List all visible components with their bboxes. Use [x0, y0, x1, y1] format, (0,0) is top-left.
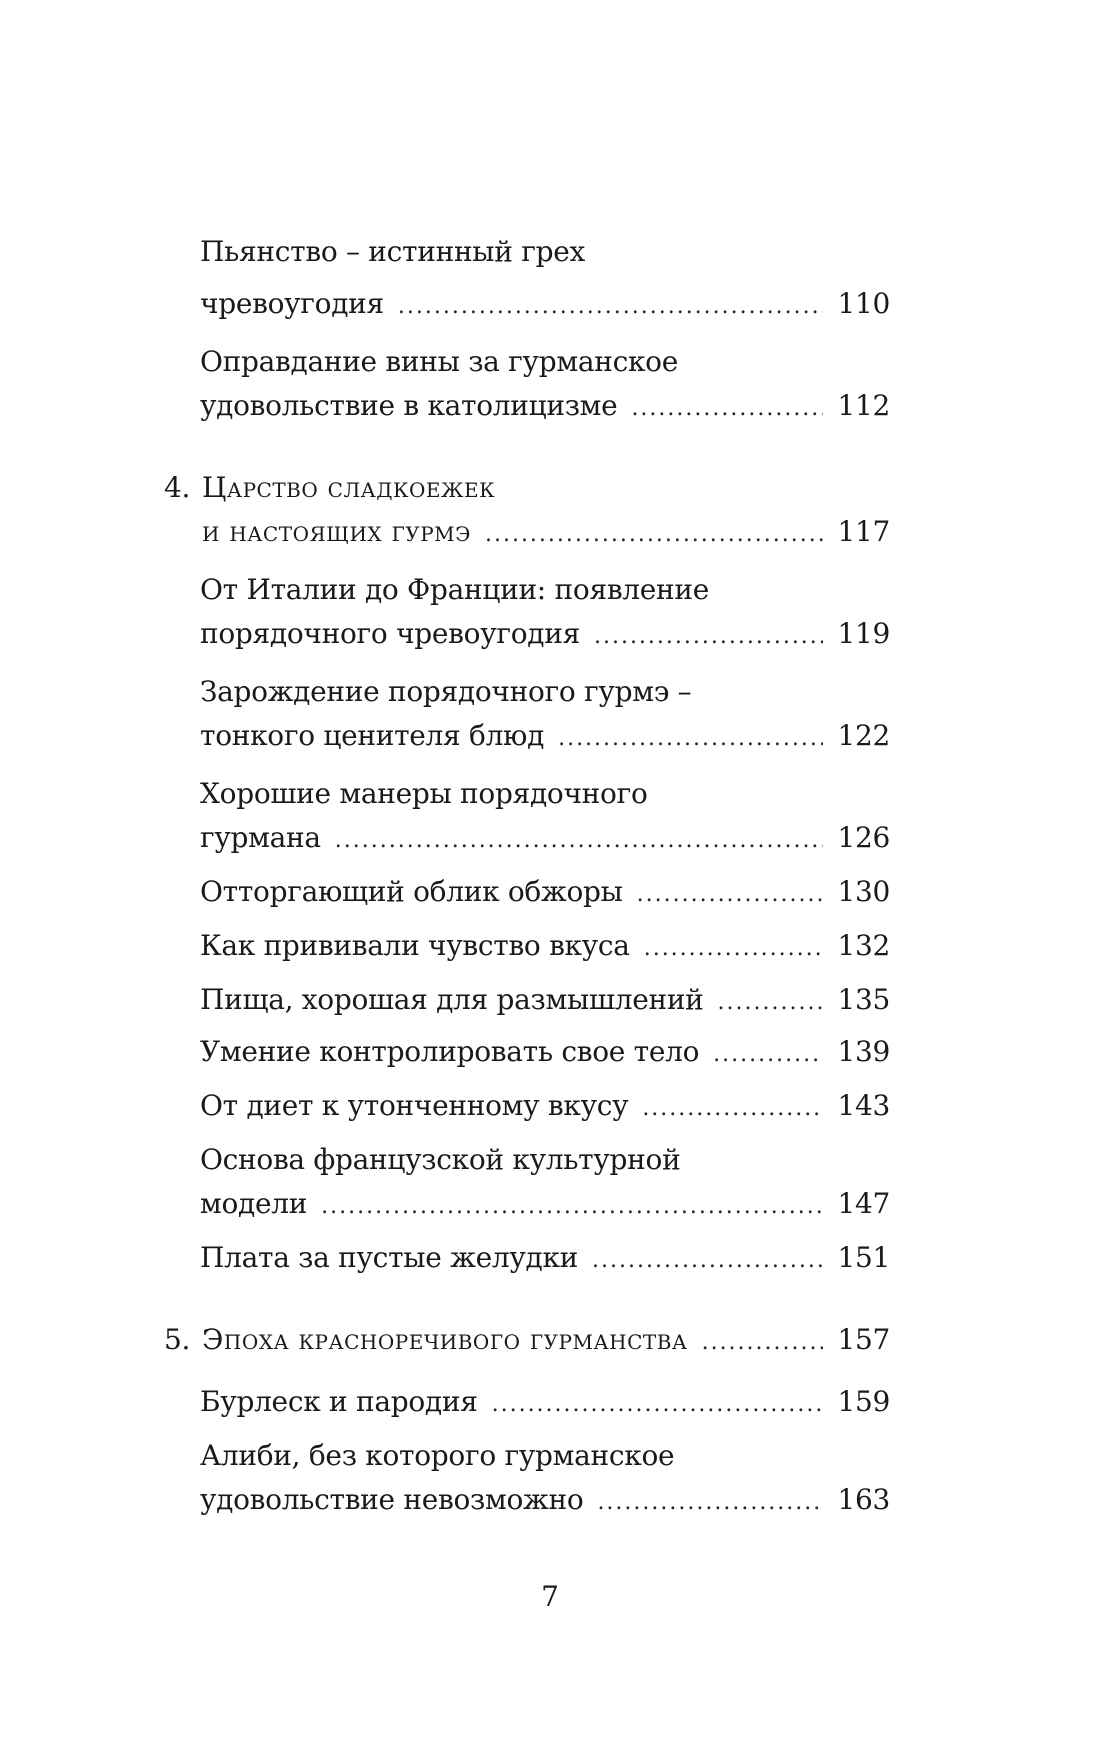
dot-leader	[594, 617, 823, 657]
toc-entry[interactable]: чревоугодия ..... 110	[200, 284, 890, 327]
page-number: 135	[837, 983, 890, 1016]
toc-entry[interactable]: Бурлеск и пародия ..... 159	[200, 1382, 890, 1425]
page-number: 132	[837, 929, 890, 962]
toc-entry-text: Основа французской культурной	[200, 1143, 681, 1176]
toc-entry[interactable]: Отторгающий облик обжоры ..... 130	[200, 872, 890, 915]
page-folio: 7	[541, 1580, 559, 1613]
dot-leader	[718, 983, 824, 1023]
chapter-number: 5.	[164, 1323, 191, 1356]
toc-entry[interactable]: модели ..... 147	[200, 1184, 890, 1227]
toc-entry[interactable]: тонкого ценителя блюд ..... 122	[200, 716, 890, 759]
page-number: 147	[837, 1187, 890, 1220]
dot-leader	[398, 287, 824, 327]
toc-entry[interactable]: Как прививали чувство вкуса ..... 132	[200, 926, 890, 969]
page-number: 126	[837, 821, 890, 854]
dot-leader	[644, 929, 824, 969]
toc-entry[interactable]: Пища, хорошая для размышлений ..... 135	[200, 980, 890, 1023]
toc-entry[interactable]: гурмана ..... 126	[200, 818, 890, 861]
page-number: 110	[837, 287, 890, 320]
chapter-number: 4.	[164, 471, 191, 504]
page-number: 139	[837, 1035, 890, 1068]
dot-leader	[713, 1035, 823, 1075]
toc-entry[interactable]: порядочного чревоугодия ..... 119	[200, 614, 890, 657]
chapter-entry[interactable]: и настоящих гурмэ ..... 117	[164, 512, 890, 555]
toc-entry-text: От Италии до Франции: появление	[200, 573, 710, 606]
toc-entry[interactable]: удовольствие в католицизме ..... 112	[200, 386, 890, 429]
chapter-heading: 4. Царство сладкоежек	[164, 468, 890, 508]
dot-leader	[631, 389, 823, 429]
page-number: 117	[837, 515, 890, 548]
page-number: 119	[837, 617, 890, 650]
dot-leader	[597, 1483, 823, 1523]
page-number: 157	[837, 1323, 890, 1356]
toc-entry-text: Хорошие манеры порядочного	[200, 777, 648, 810]
page-number: 122	[837, 719, 890, 752]
page-number: 143	[837, 1089, 890, 1122]
toc-entry[interactable]: удовольствие невозможно ..... 163	[200, 1480, 890, 1523]
page-number: 163	[837, 1483, 890, 1516]
toc-entry[interactable]: От диет к утонченному вкусу ..... 143	[200, 1086, 890, 1129]
dot-leader	[492, 1385, 824, 1425]
page-number: 112	[837, 389, 890, 422]
dot-leader	[637, 875, 824, 915]
dot-leader	[335, 821, 824, 861]
toc-entry-text: Пьянство – истинный грех	[200, 235, 586, 268]
dot-leader	[321, 1187, 823, 1227]
chapter-entry[interactable]: 5. Эпоха красноречивого гурманства ..... 157	[164, 1320, 890, 1363]
dot-leader	[592, 1241, 823, 1281]
toc-entry-text: Зарождение порядочного гурмэ –	[200, 675, 692, 708]
toc-entry-text: Оправдание вины за гурманское	[200, 345, 678, 378]
page-number: 130	[837, 875, 890, 908]
page-number: 151	[837, 1241, 890, 1274]
dot-leader	[642, 1089, 823, 1129]
page-number: 159	[837, 1385, 890, 1418]
dot-leader	[485, 515, 823, 555]
dot-leader	[702, 1323, 824, 1363]
toc-entry-text: Алиби, без которого гурманское	[200, 1439, 675, 1472]
dot-leader	[558, 719, 823, 759]
toc-entry[interactable]: Умение контролировать свое тело ..... 139	[200, 1032, 890, 1075]
toc-entry[interactable]: Плата за пустые желудки ..... 151	[200, 1238, 890, 1281]
